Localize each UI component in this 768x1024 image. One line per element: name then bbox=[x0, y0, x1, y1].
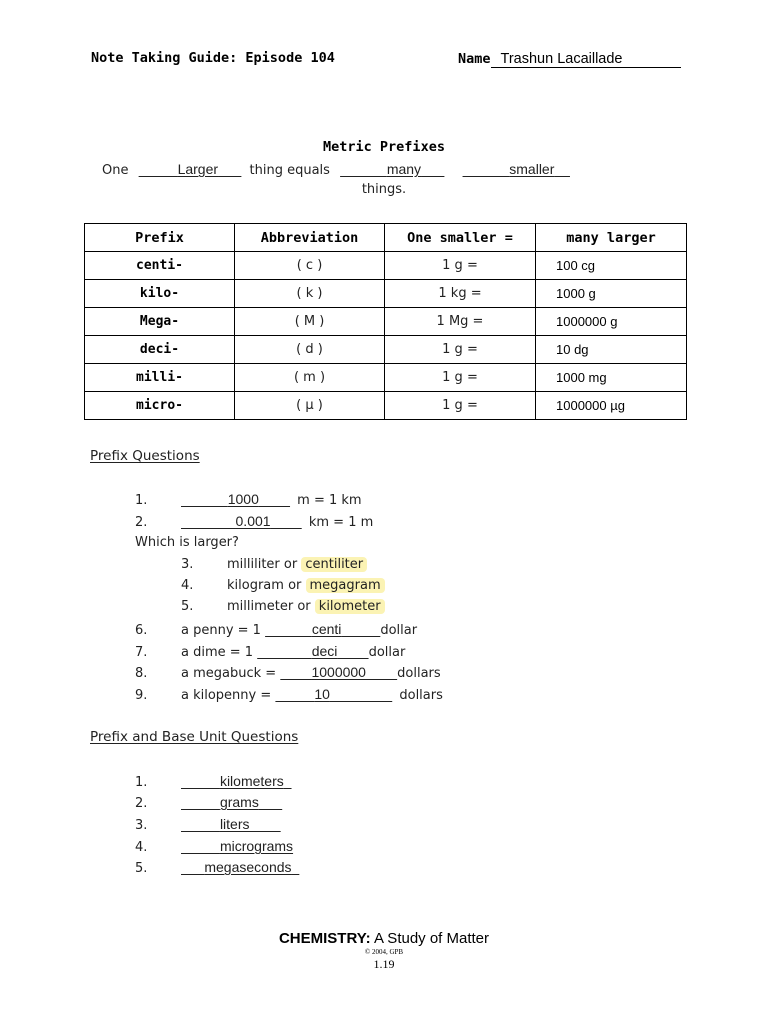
table-row bbox=[85, 308, 687, 336]
question-5 bbox=[181, 599, 385, 614]
answer-highlight[interactable]: centiliter bbox=[301, 557, 367, 572]
question-6 bbox=[135, 621, 417, 638]
answer-blank[interactable]: grams bbox=[219, 794, 259, 810]
question-number: 9. bbox=[135, 688, 148, 703]
answer-blank[interactable]: megaseconds bbox=[204, 859, 292, 875]
base-question-2 bbox=[135, 794, 282, 811]
base-question-5 bbox=[135, 859, 299, 876]
answer-blank[interactable]: liters bbox=[219, 816, 250, 832]
question-number: 2. bbox=[135, 796, 148, 811]
one-smaller-cell: 1 Mg = bbox=[385, 308, 536, 336]
question-number: 8. bbox=[135, 666, 148, 681]
column-header: Abbreviation bbox=[235, 224, 385, 252]
prefix-cell: micro- bbox=[85, 392, 235, 420]
question-number: 7. bbox=[135, 645, 148, 660]
question-suffix: dollars bbox=[399, 688, 443, 703]
abbreviation-cell: ( c ) bbox=[235, 252, 385, 280]
footer-title-bold: CHEMISTRY: bbox=[278, 930, 371, 947]
table-row bbox=[85, 336, 687, 364]
prefix-cell: centi- bbox=[85, 252, 235, 280]
sentence-word: thing equals bbox=[249, 163, 330, 178]
footer-title bbox=[0, 930, 768, 947]
question-2 bbox=[135, 513, 373, 530]
question-1 bbox=[135, 491, 362, 508]
question-number: 3. bbox=[181, 557, 194, 572]
many-larger-cell[interactable]: 10 dg bbox=[536, 336, 687, 364]
question-3 bbox=[181, 557, 367, 572]
answer-blank[interactable]: deci bbox=[311, 643, 338, 659]
many-larger-cell[interactable]: 1000 mg bbox=[536, 364, 687, 392]
question-number: 1. bbox=[135, 493, 148, 508]
page-number: 1.19 bbox=[373, 957, 395, 971]
many-larger-cell[interactable]: 100 cg bbox=[536, 252, 687, 280]
question-suffix: dollar bbox=[368, 645, 406, 660]
question-number: 3. bbox=[135, 818, 148, 833]
answer-blank[interactable]: micrograms bbox=[219, 838, 294, 854]
question-number: 5. bbox=[181, 599, 194, 614]
question-number: 6. bbox=[135, 623, 148, 638]
one-smaller-cell: 1 kg = bbox=[385, 280, 536, 308]
base-question-1 bbox=[135, 773, 292, 790]
question-text: km = 1 m bbox=[308, 515, 374, 530]
which-larger-label: Which is larger? bbox=[135, 535, 239, 550]
question-number: 4. bbox=[181, 578, 194, 593]
abbreviation-cell: ( m ) bbox=[235, 364, 385, 392]
prefix-cell: Mega- bbox=[85, 308, 235, 336]
one-smaller-cell: 1 g = bbox=[385, 252, 536, 280]
question-text: a megabuck = bbox=[181, 666, 277, 681]
question-number: 2. bbox=[135, 515, 148, 530]
answer-highlight[interactable]: megagram bbox=[306, 578, 385, 593]
column-header: Prefix bbox=[85, 224, 235, 252]
question-number: 4. bbox=[135, 840, 148, 855]
question-suffix: dollars bbox=[397, 666, 441, 681]
base-question-4 bbox=[135, 838, 293, 855]
sentence-end: things. bbox=[361, 182, 407, 197]
question-9 bbox=[135, 686, 443, 703]
question-number: 1. bbox=[135, 775, 148, 790]
abbreviation-cell: ( k ) bbox=[235, 280, 385, 308]
question-8 bbox=[135, 664, 441, 681]
question-4 bbox=[181, 578, 385, 593]
many-larger-cell[interactable]: 1000 g bbox=[536, 280, 687, 308]
table-row bbox=[85, 392, 687, 420]
definition-sentence bbox=[102, 161, 570, 178]
sentence-word: One bbox=[102, 163, 129, 178]
column-header: many larger bbox=[536, 224, 687, 252]
one-smaller-cell: 1 g = bbox=[385, 364, 536, 392]
question-text: kilogram or bbox=[227, 578, 302, 593]
table-row bbox=[85, 364, 687, 392]
many-larger-cell[interactable]: 1000000 g bbox=[536, 308, 687, 336]
one-smaller-cell: 1 g = bbox=[385, 336, 536, 364]
prefix-cell: milli- bbox=[85, 364, 235, 392]
prefix-cell: kilo- bbox=[85, 280, 235, 308]
prefix-cell: deci- bbox=[85, 336, 235, 364]
answer-blank[interactable]: 10 bbox=[314, 686, 330, 702]
prefix-questions-heading: Prefix Questions bbox=[90, 448, 200, 464]
table-row bbox=[85, 252, 687, 280]
question-suffix: dollar bbox=[380, 623, 418, 638]
abbreviation-cell: ( µ ) bbox=[235, 392, 385, 420]
question-7 bbox=[135, 643, 405, 660]
question-text: m = 1 km bbox=[297, 493, 362, 508]
answer-blank[interactable]: 1000 bbox=[227, 491, 259, 507]
abbreviation-cell: ( d ) bbox=[235, 336, 385, 364]
question-text: milliliter or bbox=[227, 557, 298, 572]
question-text: a dime = 1 bbox=[181, 645, 254, 660]
table-header-row bbox=[85, 224, 687, 252]
blank-smaller[interactable]: smaller bbox=[509, 161, 555, 177]
one-smaller-cell: 1 g = bbox=[385, 392, 536, 420]
many-larger-cell[interactable]: 1000000 µg bbox=[536, 392, 687, 420]
name-label: Name bbox=[458, 51, 491, 67]
question-number: 5. bbox=[135, 861, 148, 876]
question-text: millimeter or bbox=[227, 599, 311, 614]
guide-title: Note Taking Guide: Episode 104 bbox=[91, 50, 335, 66]
question-text: a penny = 1 bbox=[181, 623, 261, 638]
table-row bbox=[85, 280, 687, 308]
answer-blank[interactable]: centi bbox=[311, 621, 342, 637]
footer-copyright: © 2004, GPB bbox=[364, 948, 404, 956]
answer-blank[interactable]: kilometers bbox=[219, 773, 284, 789]
footer-title-rest: A Study of Matter bbox=[370, 930, 490, 947]
prefix-table bbox=[84, 223, 687, 420]
abbreviation-cell: ( M ) bbox=[235, 308, 385, 336]
column-header: One smaller = bbox=[385, 224, 536, 252]
base-question-3 bbox=[135, 816, 281, 833]
name-value[interactable]: Trashun Lacaillade bbox=[491, 51, 681, 68]
section-title: Metric Prefixes bbox=[323, 139, 445, 155]
answer-highlight[interactable]: kilometer bbox=[315, 599, 385, 614]
name-line bbox=[458, 48, 681, 68]
answer-blank[interactable]: 0.001 bbox=[235, 513, 271, 529]
question-text: a kilopenny = bbox=[181, 688, 272, 703]
answer-blank[interactable]: 1000000 bbox=[311, 664, 366, 680]
blank-larger[interactable]: Larger bbox=[177, 161, 219, 177]
blank-many[interactable]: many bbox=[386, 161, 422, 177]
base-unit-questions-heading: Prefix and Base Unit Questions bbox=[90, 729, 299, 745]
